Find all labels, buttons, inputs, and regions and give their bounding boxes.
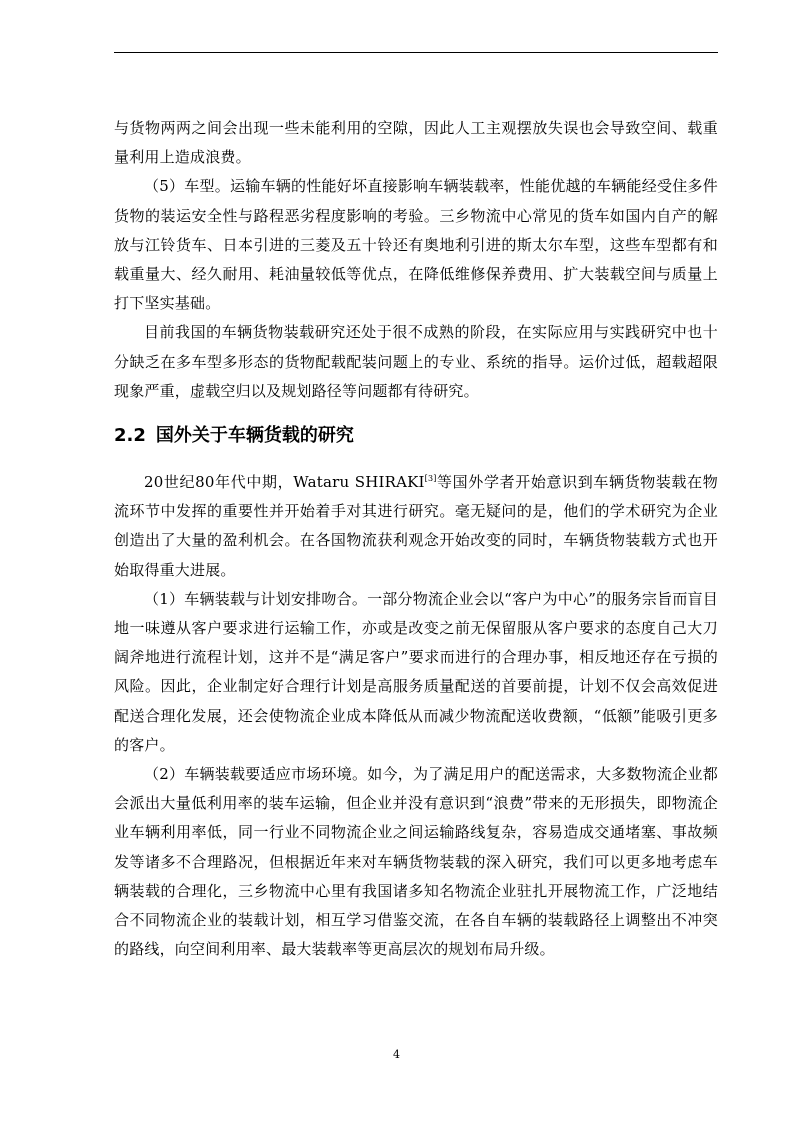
body-text [114,114,718,964]
citation-reference: [3] [424,474,437,484]
paragraph-intro [114,468,718,585]
intro-text-start: 20世纪80年代中期，Wataru SHIRAKI [144,473,425,492]
paragraph-vehicle-type: （5）车型。运输车辆的性能好坏直接影响车辆装载率，性能优越的车辆能经受住多件货物的装运安全性与路程恶劣程度影响的考验。三乡物流中心常见的货车如国内自产的解放与江铃货车、日本引进的三菱及五十铃还有奥地利引进的斯太尔车型，这些车型都有和载重量大、经久耐用、耗油量较低等优点，在降低维修保养费用、扩大装载空间与质量上打下坚实基础。 [114,177,718,313]
section-number: 2.2 [114,425,146,447]
paragraph-domestic-status: 目前我国的车辆货物装载研究还处于很不成熟的阶段，在实际应用与实践研究中也十分缺乏在多车型多形态的货物配载配装问题上的专业、系统的指导。运价过低，超载超限现象严重，虚载空归以及规划路径等问题都有待研究。 [114,323,718,400]
page-number: 4 [393,1048,400,1061]
paragraph-market-adaptation: （2）车辆装载要适应市场环境。如今，为了满足用户的配送需求，大多数物流企业都会派出大量低利用率的装车运输，但企业并没有意识到“浪费”带来的无形损失，即物流企业车辆利用率低，同一行业不同物流企业之间运输路线复杂，容易造成交通堵塞、事故频发等诸多不合理路况，但根据近年来对车辆货物装载的深入研究，我们可以更多地考虑车辆装载的合理化，三乡物流中心里有我国诸多知名物流企业驻扎开展物流工作，广泛地结合不同物流企业的装载计划，相互学习借鉴交流，在各自车辆的装载路径上调整出不冲突的路线，向空间利用率、最大装载率等更高层次的规划布局升级。 [114,765,718,959]
section-title: 国外关于车辆货载的研究 [155,425,354,447]
section-heading [114,416,718,456]
paragraph-continuation: 与货物两两之间会出现一些未能利用的空隙，因此人工主观摆放失误也会导致空间、载重量利用上造成浪费。 [114,119,718,167]
header-rule [114,52,718,53]
paragraph-plan-matching: （1）车辆装载与计划安排吻合。一部分物流企业会以“客户为中心”的服务宗旨而盲目地一味遵从客户要求进行运输工作，亦或是改变之前无保留服从客户要求的态度自己大刀阔斧地进行流程计划，这并不是“满足客户”要求而进行的合理办事，相反地还存在亏损的风险。因此，企业制定好合理行计划是高服务质量配送的首要前提，计划不仅会高效促进配送合理化发展，还会使物流企业成本降低从而减少物流配送收费额，“低额”能吸引更多的客户。 [114,589,718,754]
intro-text-end: 等国外学者开始意识到车辆货物装载在物流环节中发挥的重要性并开始着手对其进行研究。毫无疑问的是，他们的学术研究为企业创造出了大量的盈利机会。在各国物流获利观念开始改变的同时，车辆货物装载方式也开始取得重大进展。 [114,473,718,579]
